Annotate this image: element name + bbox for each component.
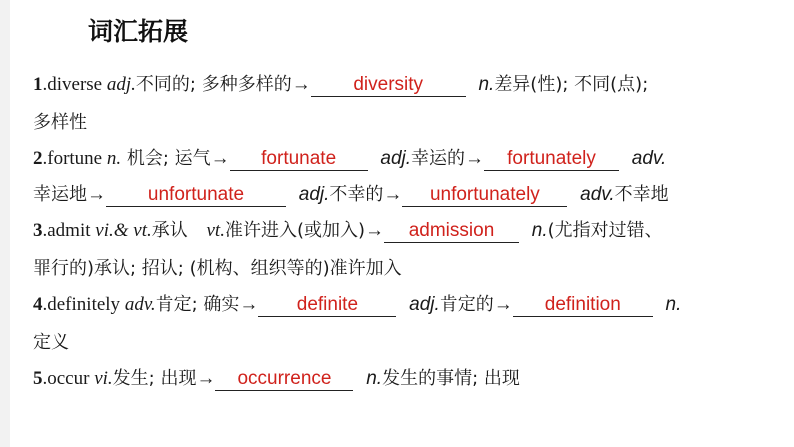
meaning: 准许进入(或加入) — [224, 220, 365, 241]
answer-blank: admission — [384, 220, 519, 243]
part-of-speech: adj. — [380, 148, 412, 169]
part-of-speech: vt. — [206, 220, 225, 241]
part-of-speech: vi. — [94, 368, 113, 389]
meaning: 承认 — [151, 220, 188, 241]
meaning: 定义 — [33, 332, 69, 353]
item-number: 4 — [33, 294, 43, 315]
part-of-speech: n. — [106, 148, 122, 169]
meaning: 肯定; 确实 — [155, 294, 240, 315]
part-of-speech: adv. — [631, 148, 667, 169]
vocab-item-4: 4.definitely adv.肯定; 确实→ definite adj.肯定的→ definition n. — [33, 294, 682, 315]
part-of-speech: n. — [531, 220, 548, 241]
part-of-speech: n. — [478, 74, 495, 95]
meaning: 幸运的 — [411, 148, 466, 169]
headword: occur — [47, 368, 90, 389]
vocab-item-1-continued — [33, 108, 87, 134]
arrow: → — [465, 148, 485, 169]
item-number: 1 — [33, 74, 43, 95]
arrow: → — [291, 74, 311, 95]
meaning: 发生; 出现 — [112, 368, 197, 389]
headword: definitely — [47, 294, 121, 315]
left-edge-bar — [0, 0, 10, 447]
headword: fortune — [47, 148, 103, 169]
headword: admit — [47, 220, 91, 241]
part-of-speech: adj. — [298, 184, 330, 205]
answer-blank: definite — [258, 294, 396, 317]
arrow: → — [239, 294, 259, 315]
meaning: (尤指对过错、 — [547, 220, 663, 241]
part-of-speech: adj. — [409, 294, 440, 315]
vocab-item-3: 3.admit vi.& vt.承认 vt.准许进入(或加入)→ admission n.(尤指对过错、 — [33, 220, 663, 241]
vocab-item-3-continued — [33, 254, 402, 280]
vocab-item-2: 2.fortune n. 机会; 运气→ fortunate adj.幸运的→ fortunately adv. — [33, 148, 667, 169]
item-number: 3 — [33, 220, 43, 241]
meaning: 机会; 运气 — [121, 148, 211, 169]
part-of-speech: adv. — [124, 294, 156, 315]
arrow: → — [383, 184, 403, 205]
answer-blank: unfortunately — [402, 184, 567, 207]
page-title: 词汇拓展 — [88, 17, 189, 46]
answer-blank: fortunately — [484, 148, 619, 171]
part-of-speech: adv. — [580, 184, 615, 205]
arrow: → — [365, 220, 384, 241]
item-number: 2 — [33, 148, 43, 169]
meaning: 发生的事情; 出现 — [382, 368, 520, 389]
item-number: 5 — [33, 368, 43, 389]
part-of-speech: adj. — [106, 74, 136, 95]
part-of-speech: n. — [665, 294, 682, 315]
answer-blank: definition — [513, 294, 653, 317]
meaning: 差异(性); 不同(点); — [494, 74, 649, 95]
answer-blank: unfortunate — [106, 184, 286, 207]
vocab-item-2-continued — [33, 180, 669, 207]
answer-blank: occurrence — [215, 368, 353, 391]
meaning: 不幸地 — [614, 184, 669, 205]
headword: diverse — [47, 74, 103, 95]
answer-blank: diversity — [311, 74, 466, 97]
meaning: 不幸的 — [329, 184, 384, 205]
arrow: → — [196, 368, 216, 389]
vocab-item-4-continued — [33, 328, 69, 354]
vocab-item-5: 5.occur vi.发生; 出现→ occurrence n.发生的事情; 出现 — [33, 368, 520, 389]
part-of-speech: vi.& vt. — [95, 220, 152, 241]
arrow: → — [493, 294, 513, 315]
meaning: 罪行的)承认; 招认; (机构、组织等的)准许加入 — [33, 258, 402, 279]
meaning: 肯定的 — [439, 294, 494, 315]
answer-blank: fortunate — [230, 148, 368, 171]
part-of-speech: n. — [366, 368, 383, 389]
vocab-item-1: 1.diverse adj.不同的; 多种多样的→ diversity n.差异(性); 不同(点); — [33, 74, 649, 95]
arrow: → — [87, 184, 106, 205]
meaning: 多样性 — [33, 112, 87, 133]
meaning: 不同的; 多种多样的 — [135, 74, 292, 95]
arrow: → — [210, 148, 230, 169]
meaning: 幸运地 — [33, 184, 87, 205]
